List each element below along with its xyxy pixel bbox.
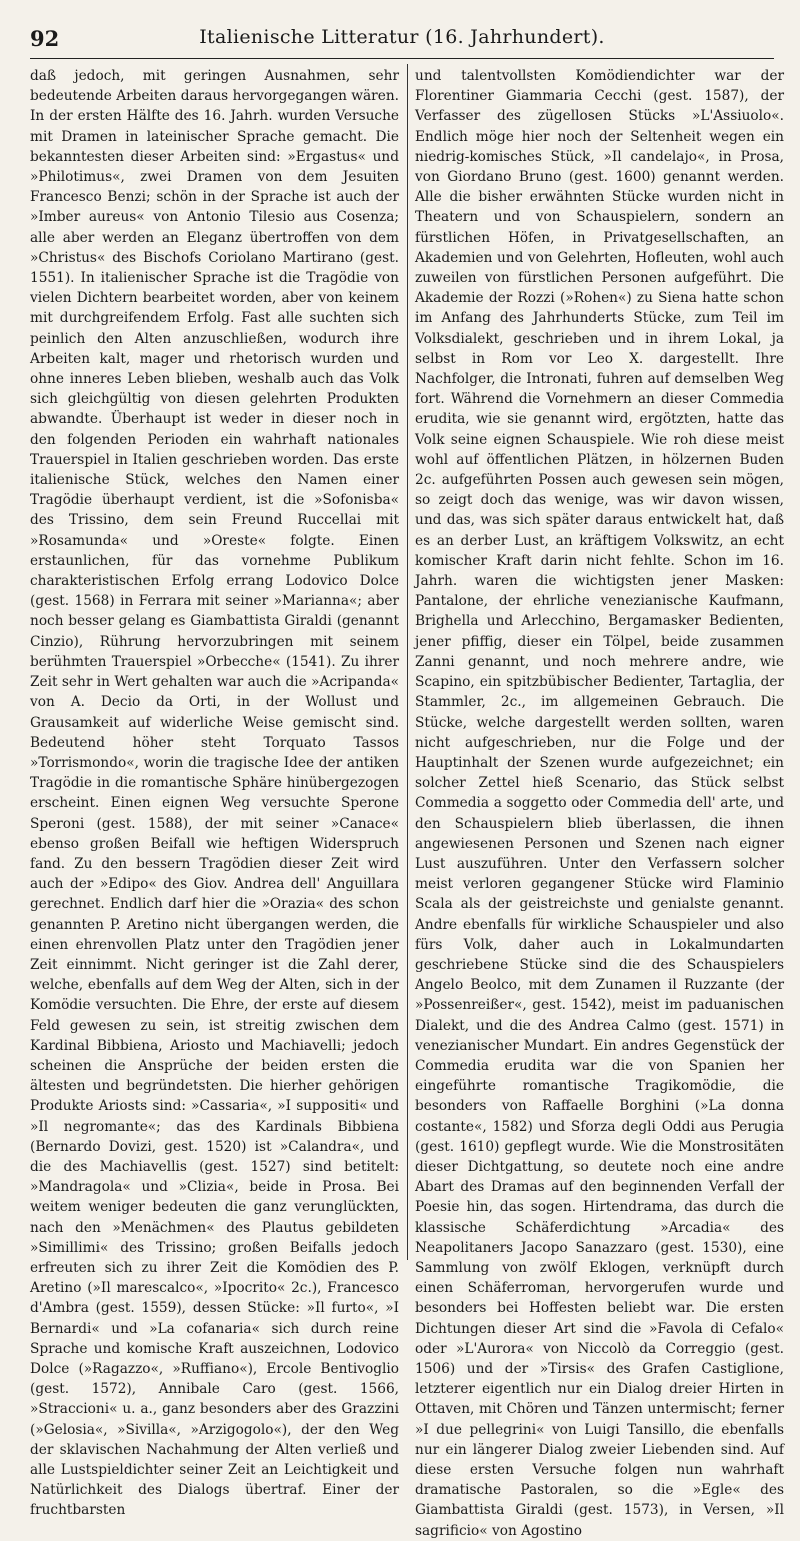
running-title: Italienische Litteratur (16. Jahrhundert). bbox=[199, 26, 605, 48]
page-header bbox=[30, 22, 774, 59]
text-column-left bbox=[30, 66, 399, 1519]
text-column-right bbox=[415, 66, 784, 1539]
body-text-left: daß jedoch, mit geringen Ausnahmen, sehr bedeutende Arbeiten daraus hervorgegangen wären. In der ersten Hälfte des 16. Jahrh. wurden Versuche mit Dramen in lateinischer Sprache gemacht. Die bekanntesten dieser Arbeiten sind: »Ergastus« und »Philotimus«, zwei Dramen von dem Jesuiten Francesco Benzi; schön in der Sprache ist auch der »Imber aureus« von Antonio Tilesio aus Cosenza; alle aber werden an Eleganz übertroffen von dem »Christus« des Bischofs Coriolano Martirano (gest. 1551). In italienischer Sprache ist die Tragödie von vielen Dichtern bearbeitet worden, aber von keinem mit durchgreifendem Erfolg. Fast alle suchten sich peinlich den Alten anzuschließen, wodurch ihre Arbeiten kalt, mager und rhetorisch wurden und ohne inneres Leben blieben, weshalb auch das Volk sich gleichgültig von diesen gelehrten Produkten abwandte. Überhaupt ist weder in dieser noch in den folgenden Perioden ein wahrhaft nationales Trauerspiel in Italien geschrieben worden. Das erste italienische Stück, welches den Namen einer Tragödie überhaupt verdient, ist die »Sofonisba« des Trissino, dem sein Freund Ruccellai mit »Rosamunda« und »Oreste« folgte. Einen erstaunlichen, für das vornehme Publikum charakteristischen Erfolg errang Lodovico Dolce (gest. 1568) in Ferrara mit seiner »Marianna«; aber noch besser gelang es Giambattista Giraldi (genannt Cinzio), Rührung hervorzubringen mit seinem berühmten Trauerspiel »Orbecche« (1541). Zu ihrer Zeit sehr in Wert gehalten war auch die »Acripanda« von A. Decio da Orti, in der Wollust und Grausamkeit auf widerliche Weise gemischt sind. Bedeutend höher steht Torquato Tassos »Torrismondo«, worin die tragische Idee der antiken Tragödie in die romantische Sphäre hinübergezogen erscheint. Einen eignen Weg versuchte Sperone Speroni (gest. 1588), der mit seiner »Canace« ebenso großen Beifall wie heftigen Widerspruch fand. Zu den bessern Tragödien dieser Zeit wird auch der »Edipo« des Giov. Andrea dell' Anguillara gerechnet. Endlich darf hier die »Orazia« des schon genannten P. Aretino nicht übergangen werden, die einen ehrenvollen Platz unter den Tragödien jener Zeit einnimmt. Nicht geringer ist die Zahl derer, welche, ebenfalls auf dem Weg der Alten, sich in der Komödie versuchten. Die Ehre, der erste auf diesem Feld gewesen zu sein, ist streitig zwischen dem Kardinal Bibbiena, Ariosto und Machiavelli; jedoch scheinen die Ansprüche der beiden ersten die ältesten und begründetsten. Die hierher gehörigen Produkte Ariosts sind: »Cassaria«, »I suppositi« und »Il negromante«; das des Kardinals Bibbiena (Bernardo Dovizi, gest. 1520) ist »Calandra«, und die des Machiavellis (gest. 1527) sind betitelt: »Mandragola« und »Clizia«, beide in Prosa. Bei weitem weniger bedeuten die ganz verunglückten, nach den »Menächmen« des Plautus gebildeten »Simillimi« des Trissino; großen Beifalls jedoch erfreuten sich zu ihrer Zeit die Komödien des P. Aretino (»Il marescalco«, »Ipocrito« 2c.), Francesco d'Ambra (gest. 1559), dessen Stücke: »Il furto«, »I Bernardi« und »La cofanaria« sich durch reine Sprache und komische Kraft auszeichnen, Lodovico Dolce (»Ragazzo«, »Ruffiano«), Ercole Bentivoglio (gest. 1572), Annibale Caro (gest. 1566, »Straccioni« u. a., ganz besonders aber des Grazzini (»Gelosia«, »Sivilla«, »Arzigogolo«), der den Weg der sklavischen Nachahmung der Alten verließ und alle Lustspieldichter seiner Zeit an Leichtigkeit und Natürlichkeit des Dialogs übertraf. Einer der fruchtbarsten bbox=[30, 68, 399, 1519]
column-divider bbox=[407, 64, 408, 1260]
page-number: 92 bbox=[30, 26, 60, 51]
body-text-right: und talentvollsten Komödiendichter war der Florentiner Giammaria Cecchi (gest. 1587), der Verfasser des zügellosen Stücks »L'Assiuolo«. Endlich möge hier noch der Seltenheit wegen ein niedrig-komisches Stück, »Il candelajo«, in Prosa, von Giordano Bruno (gest. 1600) genannt werden. Alle die bisher erwähnten Stücke wurden nicht in Theatern und von Schauspielern, sondern an fürstlichen Höfen, in Privatgesellschaften, an Akademien und von Gelehrten, Hofleuten, wohl auch zuweilen von fürstlichen Personen aufgeführt. Die Akademie der Rozzi (»Rohen«) zu Siena hatte schon im Anfang des Jahrhunderts Stücke, zum Teil im Volksdialekt, geschrieben und in ihrem Lokal, ja selbst in Rom vor Leo X. dargestellt. Ihre Nachfolger, die Intronati, fuhren auf demselben Weg fort. Während die Vornehmern an dieser Commedia erudita, wie sie genannt wird, ergötzten, hatte das Volk seine eignen Schauspiele. Wie roh diese meist wohl auf öffentlichen Plätzen, in hölzernen Buden 2c. aufgeführten Possen auch gewesen sein mögen, so zeigt doch das wenige, was wir davon wissen, und das, was sich später daraus entwickelt hat, daß es an derber Lust, an kräftigem Volkswitz, an echt komischer Kraft darin nicht fehlte. Schon im 16. Jahrh. waren die wichtigsten jener Masken: Pantalone, der ehrliche venezianische Kaufmann, Brighella und Arlecchino, Bergamasker Bedienten, jener pfiffig, dieser ein Tölpel, beide zusammen Zanni genannt, und noch mehrere andre, wie Scapino, ein spitzbübischer Bedienter, Tartaglia, der Stammler, 2c., im allgemeinen Gebrauch. Die Stücke, welche dargestellt werden sollten, waren nicht aufgeschrieben, nur die Folge und der Hauptinhalt der Szenen wurde aufgezeichnet; ein solcher Zettel hieß Scenario, das Stück selbst Commedia a soggetto oder Commedia dell' arte, und den Schauspielern blieb überlassen, die ihnen angewiesenen Personen und Szenen nach eigner Lust auszuführen. Unter den Verfassern solcher meist verloren gegangener Stücke wird Flaminio Scala als der geistreichste und genialste genannt. Andre ebenfalls für wirkliche Schauspieler und also fürs Volk, daher auch in Lokalmundarten geschriebene Stücke sind die des Schauspielers Angelo Beolco, mit dem Zunamen il Ruzzante (der »Possenreißer«, gest. 1542), meist im paduanischen Dialekt, und die des Andrea Calmo (gest. 1571) in venezianischer Mundart. Ein andres Gegenstück der Commedia erudita war die von Spanien her eingeführte romantische Tragikomödie, die besonders von Raffaelle Borghini (»La donna costante«, 1582) und Sforza degli Oddi aus Perugia (gest. 1610) gepflegt wurde. Wie die Monstrositäten dieser Dichtgattung, so deutete noch eine andre Abart des Dramas auf den beginnenden Verfall der Poesie hin, das sogen. Hirtendrama, das durch die klassische Schäferdichtung »Arcadia« des Neapolitaners Jacopo Sanazzaro (gest. 1530), eine Sammlung von zwölf Eklogen, verknüpft durch einen Schäferroman, hervorgerufen wurde und besonders bei Hoffesten beliebt war. Die ersten Dichtungen dieser Art sind die »Favola di Cefalo« oder »L'Aurora« von Niccolò da Correggio (gest. 1506) und der »Tirsis« des Grafen Castiglione, letzterer eigentlich nur ein Dialog dreier Hirten in Ottaven, mit Chören und Tänzen untermischt; ferner »I due pellegrini« von Luigi Tansillo, die ebenfalls nur ein längerer Dialog zweier Liebenden sind. Auf diese ersten Versuche folgen nun wahrhaft dramatische Pastoralen, so die »Egle« des Giambattista Giraldi (gest. 1573), in Versen, »Il sagrificio« von Agostino bbox=[415, 68, 784, 1539]
